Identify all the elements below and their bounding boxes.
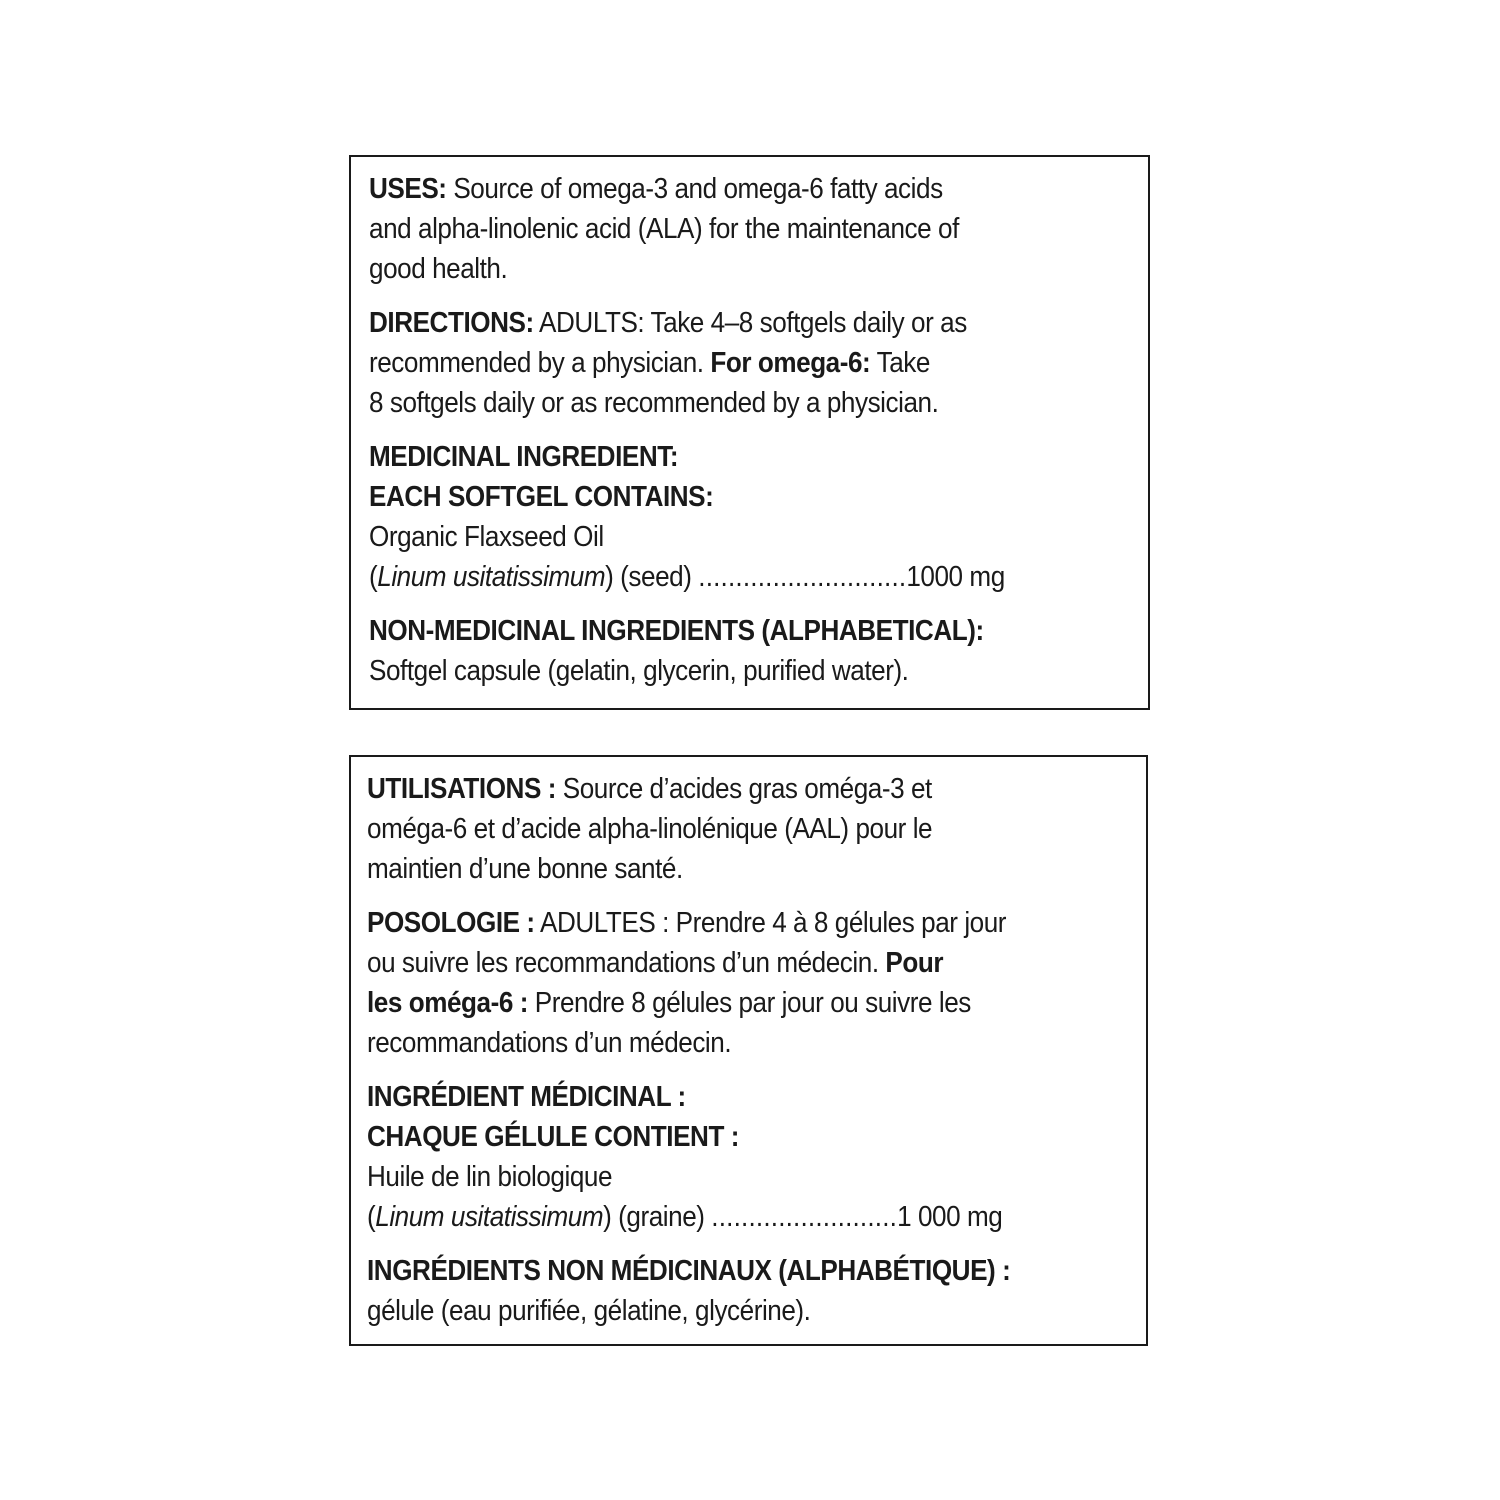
uses-line-3: good health. xyxy=(369,253,508,285)
chaque-gelule-heading: CHAQUE GÉLULE CONTIENT : xyxy=(367,1121,740,1153)
medicinal-ingredient-heading: MEDICINAL INGREDIENT: xyxy=(369,441,679,473)
posologie-line-2 xyxy=(367,943,1054,983)
directions-line-1 xyxy=(369,303,1056,343)
each-softgel-heading: EACH SOFTGEL CONTAINS: xyxy=(369,481,714,513)
uses-label: USES: xyxy=(369,173,447,205)
directions-text-2: recommended by a physician. xyxy=(369,347,711,379)
latin-name-fr: Linum usitatissimum xyxy=(375,1201,604,1233)
ingredient-medicinal-heading: INGRÉDIENT MÉDICINAL : xyxy=(367,1081,686,1113)
non-medicinal-heading-fr: INGRÉDIENTS NON MÉDICINAUX (ALPHABÉTIQUE) : xyxy=(367,1255,1011,1287)
posologie-line-1 xyxy=(367,903,1054,943)
uses-text: Source of omega-3 and omega-6 fatty acids xyxy=(446,173,943,205)
directions-label: DIRECTIONS: xyxy=(369,307,534,339)
directions-line-2 xyxy=(369,343,1056,383)
posologie-text-2: ou suivre les recommandations d’un médecin. xyxy=(367,947,886,979)
leader-dots: ............................ xyxy=(698,561,907,593)
posologie-text: ADULTES : Prendre 4 à 8 gélules par jour xyxy=(534,907,1007,939)
posologie-text-3: Prendre 8 gélules par jour ou suivre les xyxy=(527,987,971,1019)
english-label-text xyxy=(369,169,1056,691)
ingredient-amount: 1000 mg xyxy=(906,561,1005,593)
ingredient-amount-line: (Linum usitatissimum) (seed) ............................1000 mg xyxy=(369,561,1005,593)
omega6-label: For omega-6: xyxy=(710,347,871,379)
french-label-text xyxy=(367,769,1054,1331)
non-medicinal-heading: NON-MEDICINAL INGREDIENTS (ALPHABETICAL): xyxy=(369,615,984,647)
omega6-label-fr-b: les oméga-6 : xyxy=(367,987,528,1019)
directions-text: ADULTS: Take 4–8 softgels daily or as xyxy=(533,307,967,339)
uses-line-2: and alpha-linolenic acid (ALA) for the maintenance of xyxy=(369,213,959,245)
ingredient-amount-fr: 1 000 mg xyxy=(897,1201,1003,1233)
posologie-label: POSOLOGIE : xyxy=(367,907,535,939)
utilisations-label: UTILISATIONS : xyxy=(367,773,556,805)
utilisations-line-1 xyxy=(367,769,1054,809)
directions-text-2-end: Take xyxy=(870,347,930,379)
utilisations-line-3: maintien d’une bonne santé. xyxy=(367,853,683,885)
french-label-panel xyxy=(349,755,1148,1346)
posologie-line-4: recommandations d’un médecin. xyxy=(367,1027,732,1059)
ingredient-name-fr: Huile de lin biologique xyxy=(367,1161,613,1193)
leader-dots-fr: ......................... xyxy=(711,1201,898,1233)
english-label-panel xyxy=(349,155,1150,710)
posologie-line-3 xyxy=(367,983,1054,1023)
non-medicinal-text-fr: gélule (eau purifiée, gélatine, glycérine). xyxy=(367,1295,811,1327)
directions-line-3: 8 softgels daily or as recommended by a physician. xyxy=(369,387,939,419)
non-medicinal-text: Softgel capsule (gelatin, glycerin, purified water). xyxy=(369,655,909,687)
utilisations-text: Source d’acides gras oméga-3 et xyxy=(555,773,932,805)
utilisations-line-2: oméga-6 et d’acide alpha-linolénique (AAL) pour le xyxy=(367,813,933,845)
uses-line-1 xyxy=(369,169,1056,209)
ingredient-name: Organic Flaxseed Oil xyxy=(369,521,604,553)
ingredient-amount-line-fr: (Linum usitatissimum) (graine) .........................1 000 mg xyxy=(367,1201,1003,1233)
omega6-label-fr-a: Pour xyxy=(885,947,944,979)
latin-name: Linum usitatissimum xyxy=(377,561,606,593)
